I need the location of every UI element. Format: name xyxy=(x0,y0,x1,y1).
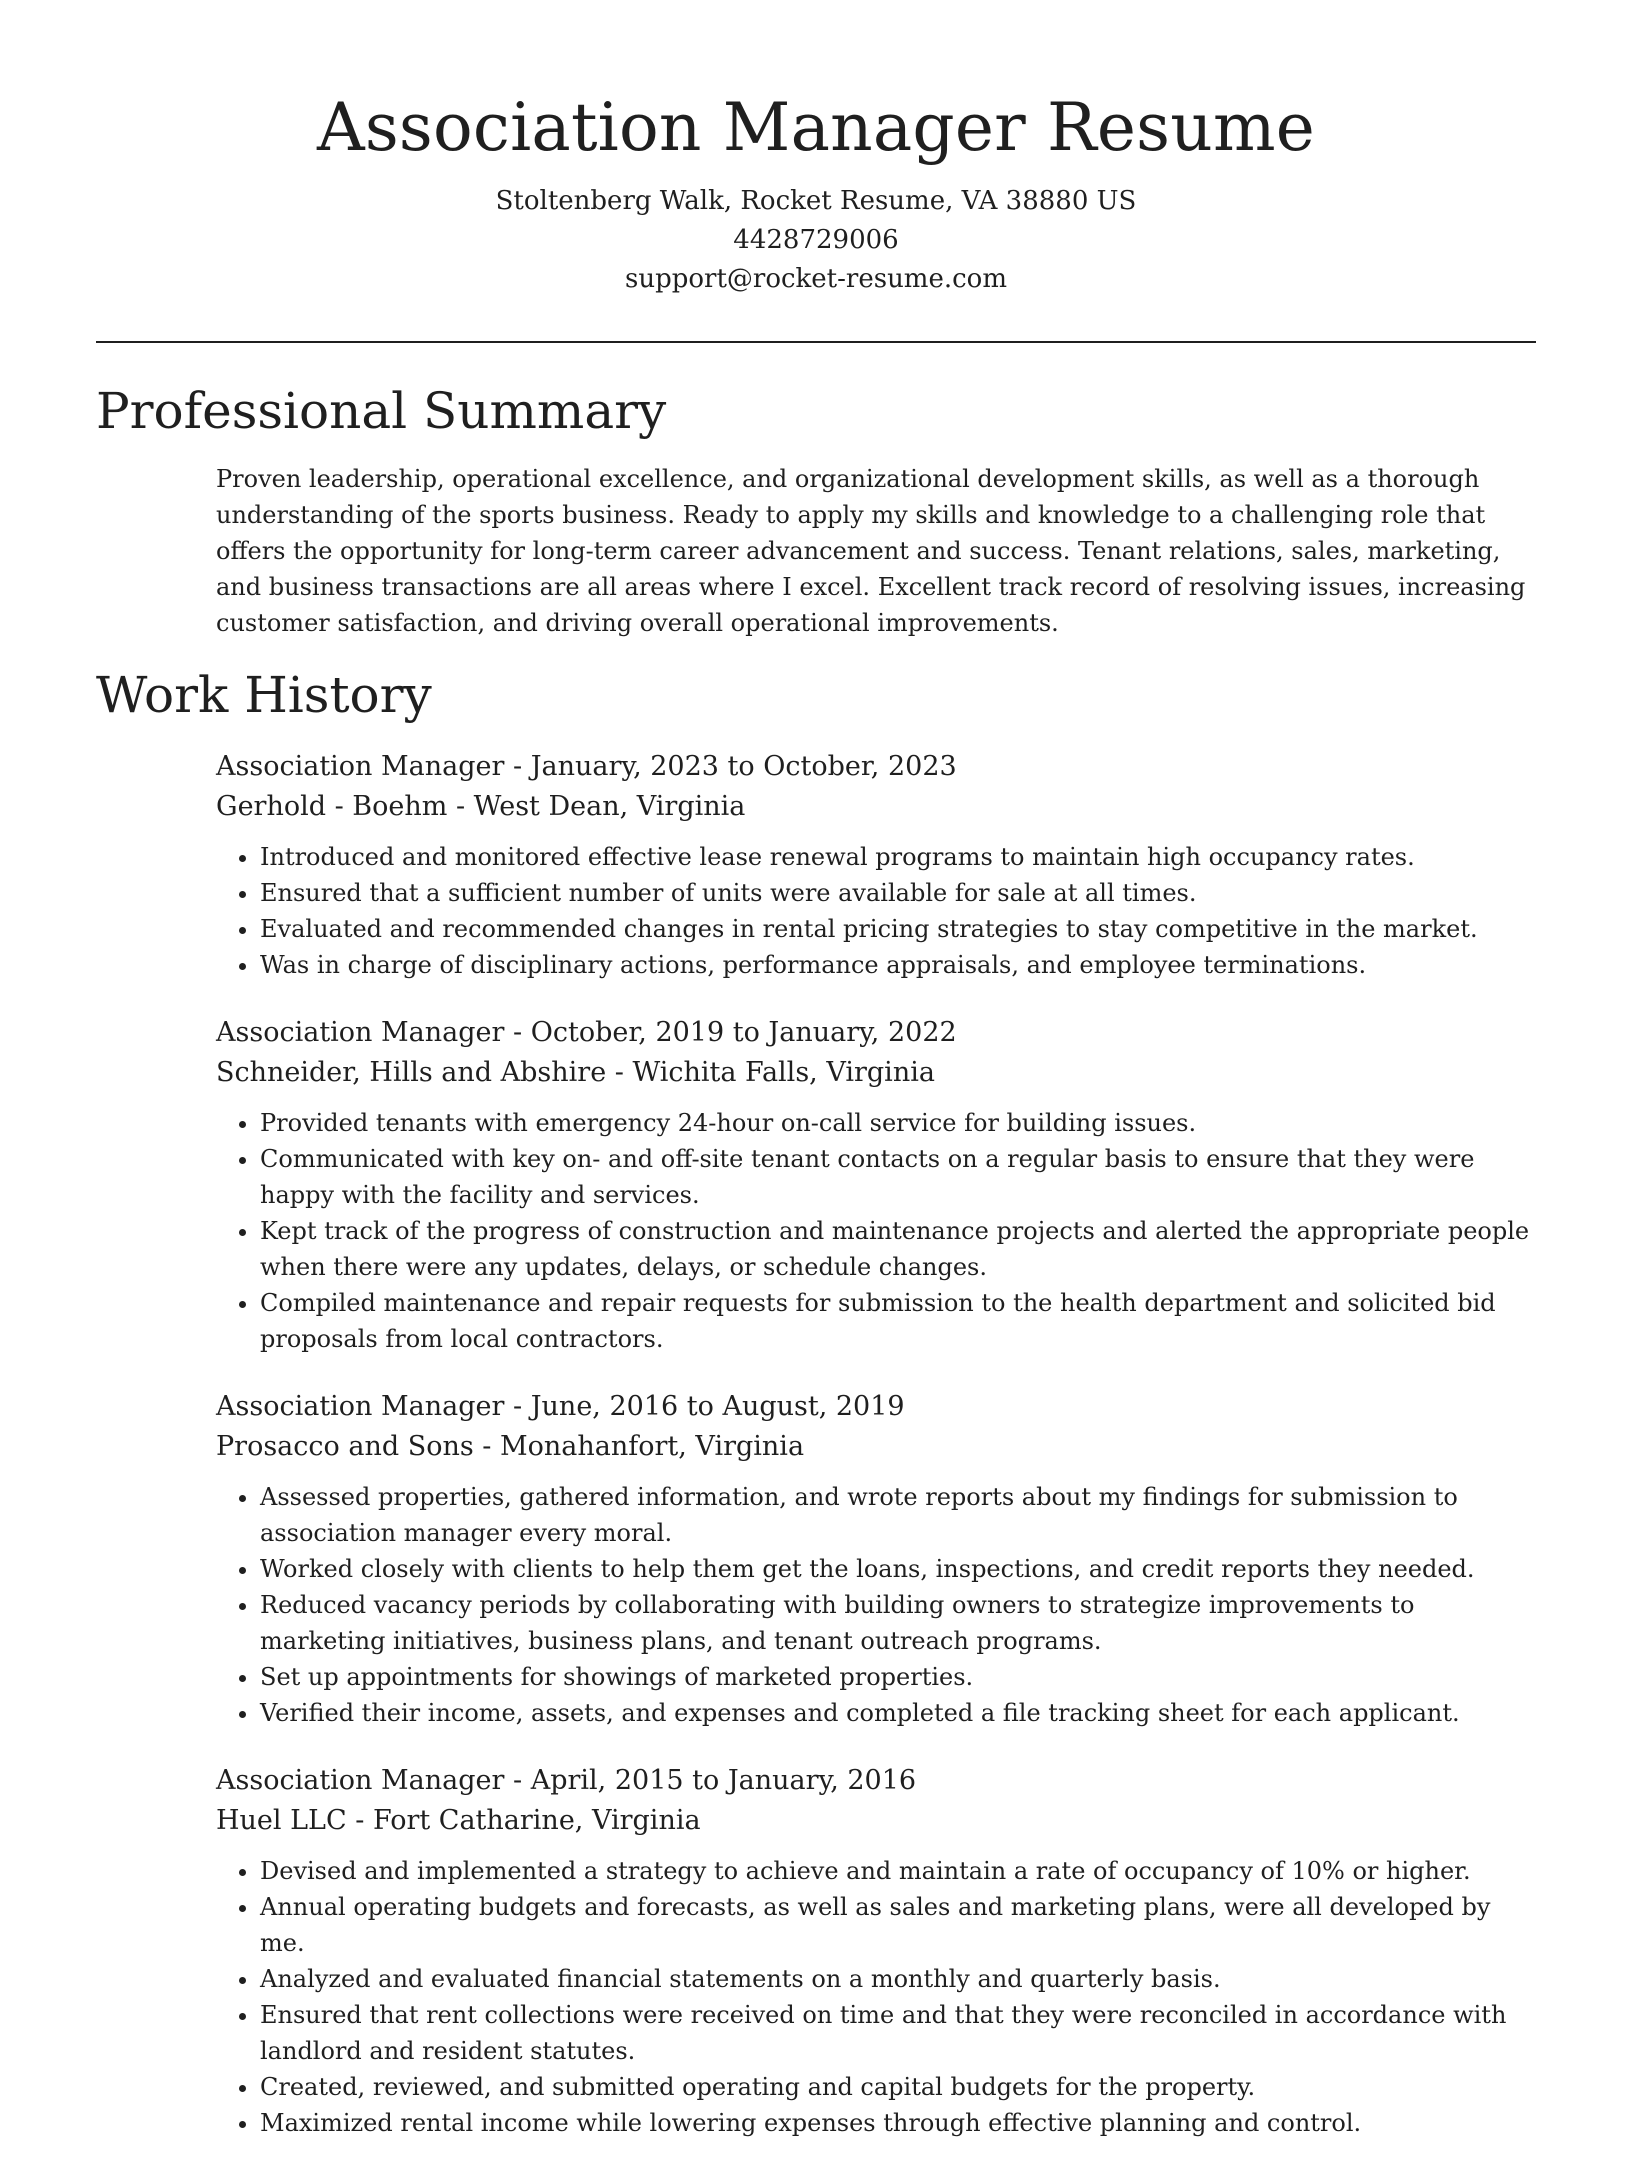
job-bullets xyxy=(216,1853,1536,2141)
job-bullet: • Kept track of the progress of construction and maintenance projects and alerted the appropriate people when there were any updates, delays, or schedule changes. xyxy=(260,1213,1536,1285)
job-title-dates: Association Manager - October, 2019 to January, 2022 xyxy=(216,1017,957,1048)
summary-heading: Professional Summary xyxy=(96,382,667,440)
job-bullet: • Provided tenants with emergency 24-hour on-call service for building issues. xyxy=(260,1105,1536,1141)
header-divider xyxy=(96,341,1536,343)
job-bullet: • Set up appointments for showings of marketed properties. xyxy=(260,1659,1536,1695)
job-bullet: • Was in charge of disciplinary actions, performance appraisals, and employee terminations. xyxy=(260,947,1536,983)
job-bullet: • Analyzed and evaluated financial statements on a monthly and quarterly basis. xyxy=(260,1961,1536,1997)
job-entry xyxy=(216,1761,1536,2141)
job-bullet: • Evaluated and recommended changes in rental pricing strategies to stay competitive in the market. xyxy=(260,911,1536,947)
job-bullet: • Ensured that rent collections were received on time and that they were reconciled in accordance with landlord and resident statutes. xyxy=(260,1997,1536,2069)
job-title-dates: Association Manager - January, 2023 to October, 2023 xyxy=(216,751,957,782)
summary-text: Proven leadership, operational excellence, and organizational development skills, as well as a thorough understanding of the sports business. Ready to apply my skills and knowledge to a challenging role that offers the opportunity for long-term career advancement and success. Tenant relations, sales, marketing, and business transactions are all areas where I excel. Excellent track record of resolving issues, increasing customer satisfaction, and driving overall operational improvements. xyxy=(216,465,1526,637)
job-bullet: • Introduced and monitored effective lease renewal programs to maintain high occupancy rates. xyxy=(260,839,1536,875)
contact-email: support@rocket-resume.com xyxy=(624,264,1007,294)
job-entry xyxy=(216,1387,1536,1731)
job-title-dates: Association Manager - June, 2016 to August, 2019 xyxy=(216,1391,905,1422)
job-title-dates: Association Manager - April, 2015 to January, 2016 xyxy=(216,1765,917,1796)
job-company-location: Schneider, Hills and Abshire - Wichita Falls, Virginia xyxy=(216,1057,935,1088)
job-bullet: • Reduced vacancy periods by collaborating with building owners to strategize improvements to marketing initiatives, business plans, and tenant outreach programs. xyxy=(260,1587,1536,1659)
job-company-location: Prosacco and Sons - Monahanfort, Virginia xyxy=(216,1431,805,1462)
job-bullet: • Assessed properties, gathered information, and wrote reports about my findings for submission to association manager every moral. xyxy=(260,1479,1536,1551)
work-history-heading: Work History xyxy=(96,666,432,724)
job-bullet: • Devised and implemented a strategy to achieve and maintain a rate of occupancy of 10% or higher. xyxy=(260,1853,1536,1889)
job-bullets xyxy=(216,839,1536,983)
resume-header xyxy=(0,82,1632,299)
job-company-location: Huel LLC - Fort Catharine, Virginia xyxy=(216,1805,701,1836)
contact-address: Stoltenberg Walk, Rocket Resume, VA 38880 US xyxy=(495,186,1137,216)
job-entry xyxy=(216,1013,1536,1357)
resume-title: Association Manager Resume xyxy=(316,89,1315,166)
work-history-list xyxy=(216,747,1536,2171)
job-bullet: • Created, reviewed, and submitted operating and capital budgets for the property. xyxy=(260,2069,1536,2105)
job-bullets xyxy=(216,1479,1536,1731)
job-bullet: • Compiled maintenance and repair requests for submission to the health department and solicited bid proposals from local contractors. xyxy=(260,1285,1536,1357)
job-bullet: • Communicated with key on- and off-site tenant contacts on a regular basis to ensure that they were happy with the facility and services. xyxy=(260,1141,1536,1213)
job-entry xyxy=(216,747,1536,983)
job-bullets xyxy=(216,1105,1536,1357)
job-bullet: • Ensured that a sufficient number of units were available for sale at all times. xyxy=(260,875,1536,911)
job-bullet: • Maximized rental income while lowering expenses through effective planning and control. xyxy=(260,2105,1536,2141)
job-company-location: Gerhold - Boehm - West Dean, Virginia xyxy=(216,791,746,822)
contact-info xyxy=(0,182,1632,299)
job-bullet: • Verified their income, assets, and expenses and completed a file tracking sheet for each applicant. xyxy=(260,1695,1536,1731)
job-bullet: • Annual operating budgets and forecasts, as well as sales and marketing plans, were all developed by me. xyxy=(260,1889,1536,1961)
contact-phone: 4428729006 xyxy=(733,225,899,255)
job-bullet: • Worked closely with clients to help them get the loans, inspections, and credit reports they needed. xyxy=(260,1551,1536,1587)
